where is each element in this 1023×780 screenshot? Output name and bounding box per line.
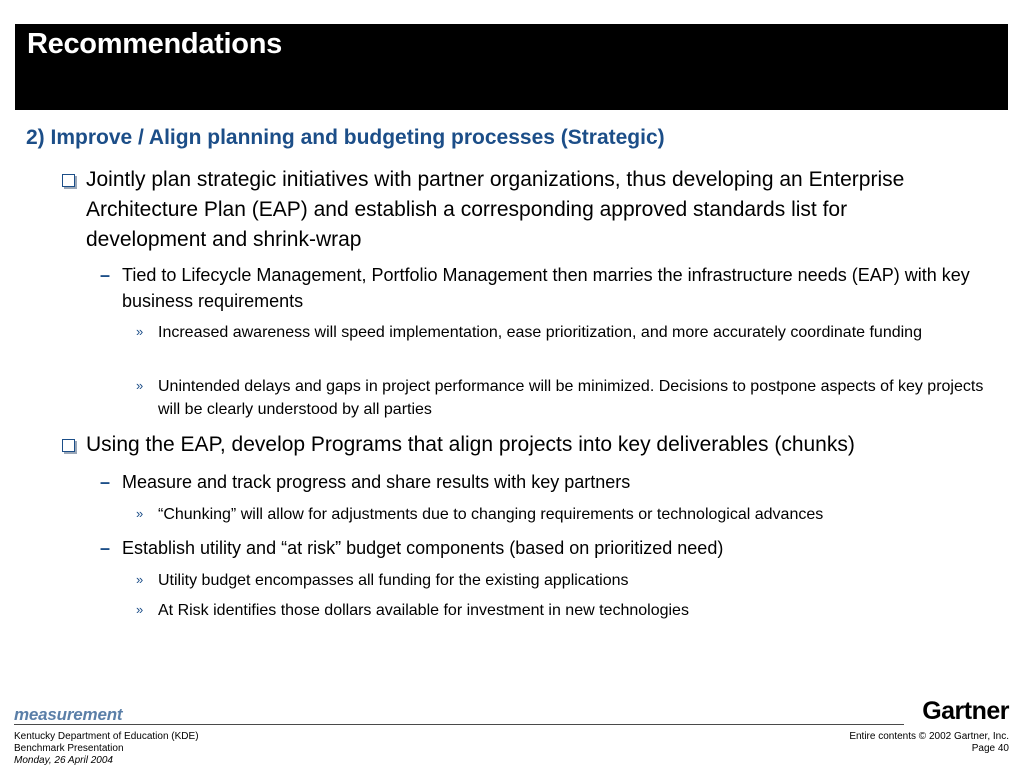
square-bullet-icon <box>62 174 75 187</box>
footer-left <box>14 731 199 767</box>
sub-sub-bullet-text: At Risk identifies those dollars available for investment in new technologies <box>158 602 689 619</box>
chevron-bullet-icon: » <box>136 572 144 587</box>
bullet-text: Jointly plan strategic initiatives with partner organizations, thus developing an Enterprise Architecture Plan (EAP) and establish a corresponding approved standards list for development and shrink-wrap <box>86 168 905 251</box>
sub-sub-bullet-text: Increased awareness will speed implementation, ease prioritization, and more accurately coordinate funding <box>158 324 922 341</box>
sub-bullet-item <box>100 262 1000 314</box>
bullet-text: Using the EAP, develop Programs that align projects into key deliverables (chunks) <box>86 433 855 456</box>
square-bullet-icon <box>62 439 75 452</box>
footer-date: Monday, 26 April 2004 <box>14 755 113 766</box>
sub-bullet-item <box>100 469 1000 495</box>
footer-org: Kentucky Department of Education (KDE) <box>14 731 199 742</box>
sub-sub-bullet-item <box>136 503 1006 526</box>
sub-sub-bullet-text: “Chunking” will allow for adjustments due to changing requirements or technological advances <box>158 506 824 523</box>
dash-bullet-icon: – <box>100 472 111 492</box>
slide-title: Recommendations <box>27 28 282 60</box>
sub-sub-bullet-item <box>136 321 1006 344</box>
sub-bullet-text: Establish utility and “at risk” budget components (based on prioritized need) <box>122 538 724 558</box>
footer-copyright: Entire contents © 2002 Gartner, Inc. <box>849 731 1009 742</box>
title-bar <box>15 24 1008 110</box>
footer-divider <box>14 724 904 725</box>
sub-bullet-item <box>100 535 1000 561</box>
sub-sub-bullet-text: Utility budget encompasses all funding for the existing applications <box>158 572 629 589</box>
footer-right <box>849 731 1009 755</box>
sub-bullet-text: Measure and track progress and share results with key partners <box>122 472 631 492</box>
dash-bullet-icon: – <box>100 538 111 558</box>
sub-sub-bullet-item <box>136 375 1006 421</box>
footer-presentation: Benchmark Presentation <box>14 743 124 754</box>
chevron-bullet-icon: » <box>136 602 144 617</box>
dash-bullet-icon: – <box>100 265 111 285</box>
footer-section-word: measurement <box>14 705 123 724</box>
bullet-item <box>62 430 962 460</box>
chevron-bullet-icon: » <box>136 506 144 521</box>
sub-sub-bullet-item <box>136 569 1006 592</box>
bullet-item <box>62 165 962 255</box>
chevron-bullet-icon: » <box>136 324 144 339</box>
gartner-logo: Gartner <box>922 697 1009 725</box>
sub-sub-bullet-text: Unintended delays and gaps in project performance will be minimized. Decisions to postpone aspects of key projects will be clearly understood by all parties <box>158 378 984 418</box>
chevron-bullet-icon: » <box>136 378 144 393</box>
section-heading: 2) Improve / Align planning and budgeting processes (Strategic) <box>26 126 665 149</box>
footer-page-number: Page 40 <box>971 743 1009 754</box>
sub-bullet-text: Tied to Lifecycle Management, Portfolio Management then marries the infrastructure needs (EAP) with key business requirements <box>122 265 970 311</box>
sub-sub-bullet-item <box>136 599 1006 622</box>
